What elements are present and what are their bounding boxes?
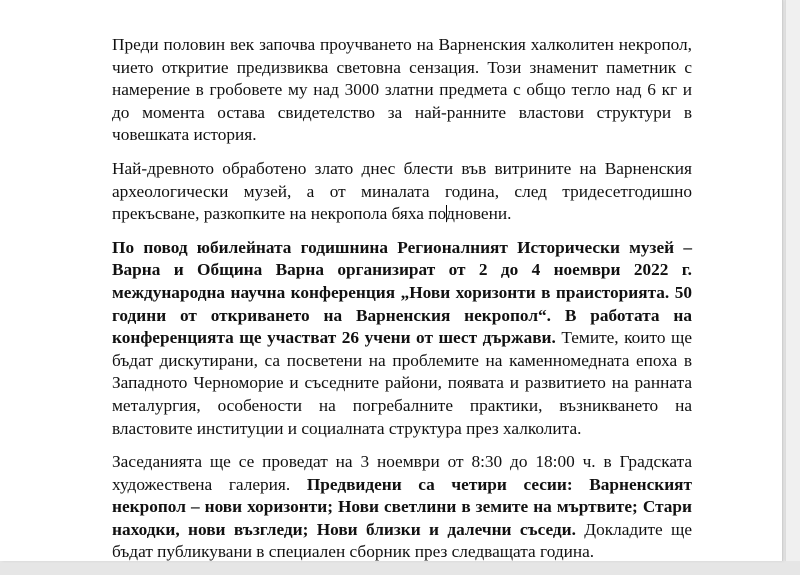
- document-body[interactable]: [112, 34, 692, 575]
- paragraph-2[interactable]: [112, 158, 692, 226]
- paragraph-4-text-end[interactable]: Докладите ще бъдат публикувани в специален сборник през следващата година.: [112, 519, 692, 562]
- paragraph-4-bold-text[interactable]: Предвидени са четири сесии: Варненският некропол – нови хоризонти; Нови светлини в земите на мъртвите; Стари находки, нови възгледи; Нови близки и далечни съседи.: [112, 474, 692, 539]
- paragraph-1-text[interactable]: Преди половин век започва проучването на Варненския халколитен некропол, чието откритие предизвиква световна сензация. Този знаменит паметник с намерение в гробовете му над 3000 златни предмета с общо тегло над 6 кг и до момента остава свидетелство за най-ранните властови структури в човешката история.: [112, 35, 692, 145]
- vertical-scrollbar[interactable]: [785, 0, 800, 561]
- paragraph-2-text-start[interactable]: Най-древното обработено злато днес блести във витрините на Варненския археологически музей, а от миналата година, след тридесетгодишно прекъсване, разкопките на некропола бяха по: [112, 158, 692, 224]
- paragraph-3-text[interactable]: Темите, които ще бъдат дискутирани, са посветени на проблемите на каменномедната епоха в Западното Черноморие и съседните райони, появата и развитието на ранната металургия, особености на погребалните практики, възникването на властовите институции и социалната структура през халколита.: [112, 328, 692, 438]
- paragraph-4-text-start[interactable]: Заседанията ще се проведат на 3 ноември от 8:30 до 18:00 ч. в Градската художествена галерия.: [112, 452, 692, 494]
- paragraph-3[interactable]: [112, 237, 692, 440]
- paragraph-3-bold-text[interactable]: По повод юбилейната годишнина Регионалният Исторически музей – Варна и Община Варна организират от 2 до 4 ноември 2022 г. международна научна конференция „Нови хоризонти в праисторията. 50 години от откриването на Варненския некропол“. В работата на конференцията ще участват 26 учени от шест държави.: [112, 237, 692, 348]
- paragraph-1[interactable]: [112, 34, 692, 147]
- paragraph-2-text-end[interactable]: дновени.: [446, 204, 512, 224]
- paragraph-4[interactable]: [112, 451, 692, 564]
